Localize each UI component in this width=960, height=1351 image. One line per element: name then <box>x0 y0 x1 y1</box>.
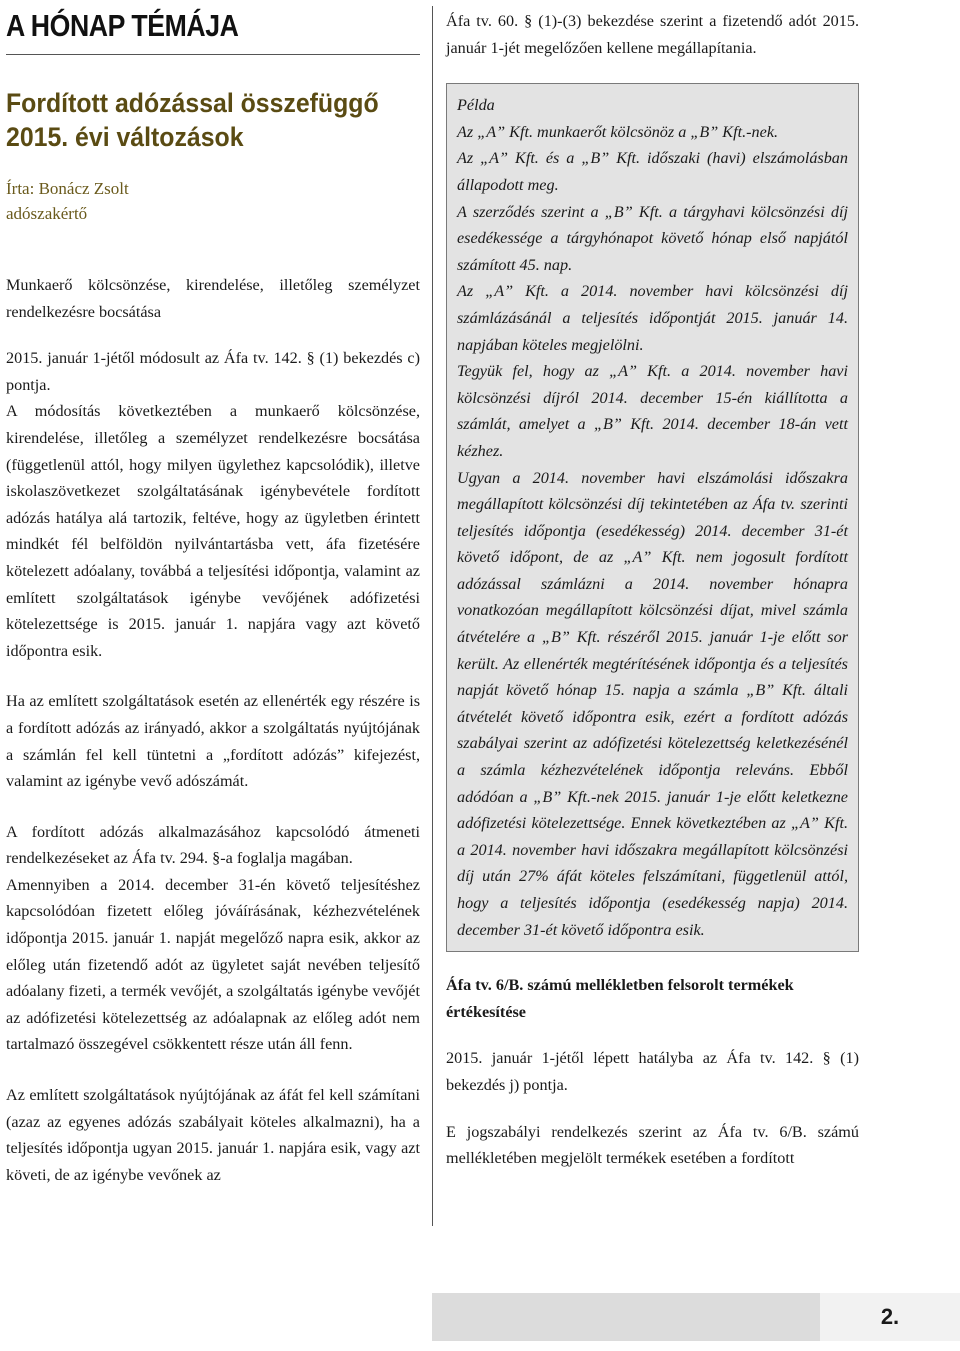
left-paragraph-2: A módosítás következtében a munkaerő kölcsönzése, kirendelése, illetőleg a személyzet rendelkezésre bocsátása (függetlenül attól, hogy milyen ügylethez kapcsolódik), illetve iskolaszövetkezet szolgáltatásának igénybevétele fordított adózás hatálya alá tartozik, feltéve, hogy az ügyletben érintett mindkét fél belföldön nyilvántartásba vett, áfa fizetésére kötelezett adóalany, továbbá a teljesítési időpontja, valamint az említett szolgáltatások igénybe vevőjének adófizetési kötelezettsége is 2015. január 1. napjára vagy azt követő időpontra esik. <box>6 402 420 660</box>
left-paragraph-5: Amennyiben a 2014. december 31-én követő teljesítéshez kapcsolódóan fizetett előleg jóváírásának, kézhezvételének időpontja 2015. január 1. napját megelőző napra esik, akkor az előleg után fizetendő adót az ügyletet saját nevében teljesítő adóalany fizeti, a termék vevőjét, a szolgáltatás igénybe vevőjét az adófizetési kötelezettség az adóalapnak az előleg adót nem tartalmazó összegével csökkentett része után áll fenn. <box>6 875 420 1054</box>
example-line-4: Az „A” Kft. a 2014. november havi kölcsönzési díj számlázásánál a teljesítés időpontját 2015. január 14. napjában köteles megjelölni. <box>457 282 848 354</box>
example-line-6: Ugyan a 2014. november havi elszámolási időszakra megállapított kölcsönzési díj tekintetében az Áfa tv. szerinti teljesítés időpontja (esedékesség) 2014. december 31-ét követő időpont, de az „A” Kft. nem jogosult fordított adózással számlázni a 2014. november hónapra vonatkozóan megállapított kölcsönzési díjat, mivel számla átvételére a „B” Kft. részéről 2015. január 1-je előtt sor került. Az ellenérték megtérítésének időpontja és a teljesítés napját követő hónap 15. napja a számla „B” Kft. általi átvételét követő időpontra esik, ezért a fordított adózás szabályai szerint az adófizetési kötelezettség keletkezésénél a számla kézhezvételének időpontja releváns. Ebből adódóan a „B” Kft.-nek 2015. január 1-je előtt keletkezne adófizetési kötelezettsége. Ennek következtében az „A” Kft. a 2014. november havi időszakra megállapított kölcsönzési díj után 27% áfát köteles felszámítani, függetlenül attól, hogy a teljesítés időpontja (esedékesség napja) 2014. december 31-ét követő időpontra esik. <box>457 468 848 939</box>
left-column <box>6 272 420 1188</box>
page-number: 2. <box>820 1293 960 1341</box>
author-role: adószakértő <box>6 204 88 223</box>
example-line-3: A szerződés szerint a „B” Kft. a tárgyhavi kölcsönzési díj esedékessége a tárgyhónapot követő hónap első napjától számított 45. nap. <box>457 202 848 274</box>
right-paragraph-b: E jogszabályi rendelkezés szerint az Áfa tv. 6/B. számú mellékletében megjelölt termékek esetében a fordított <box>446 1122 859 1168</box>
right-paragraph-top: Áfa tv. 60. § (1)-(3) bekezdése szerint a fizetendő adót 2015. január 1-jét megelőzően kellene megállapítania. <box>446 12 859 57</box>
author-line: Írta: Bonácz Zsolt <box>6 179 129 198</box>
section-label: A HÓNAP TÉMÁJA <box>6 8 239 43</box>
example-line-5: Tegyük fel, hogy az „A” Kft. a 2014. november havi kölcsönzési díjról 2014. december 15-én kiállította a számlát, amelyet a „B” Kft. 2014. december 18-án vett kézhez. <box>457 362 848 460</box>
left-paragraph-6: Az említett szolgáltatások nyújtójának az áfát fel kell számítani (azaz az egyenes adózás szabályait köteles alkalmazni), ha a teljesítés időpontja ugyan 2015. január 1. napjára esik, vagy azt követi, de az igénybe vevőnek az <box>6 1086 420 1184</box>
right-subheading: Áfa tv. 6/B. számú mellékletben felsorolt termékek értékesítése <box>446 976 794 1021</box>
left-paragraph-1: 2015. január 1-jétől módosult az Áfa tv. 142. § (1) bekezdés c) pontja. <box>6 349 420 394</box>
left-paragraph-3: Ha az említett szolgáltatások esetén az ellenérték egy részére is a fordított adózás az irányadó, akkor a szolgáltatás nyújtójának a számlán fel kell tüntetni a „fordított adózás” kifejezést, valamint az igénybe vevő adószámát. <box>6 692 420 791</box>
example-box <box>446 83 859 952</box>
author-block <box>6 176 129 226</box>
example-label: Példa <box>457 96 495 115</box>
left-subheading: Munkaerő kölcsönzése, kirendelése, illetőleg személyzet rendelkezésre bocsátása <box>6 276 420 321</box>
example-line-1: Az „A” Kft. munkaerőt kölcsönöz a „B” Kft.-nek. <box>457 122 779 141</box>
right-column <box>446 8 859 1172</box>
column-divider <box>432 6 433 1226</box>
footer-bar <box>432 1293 830 1341</box>
left-paragraph-4: A fordított adózás alkalmazásához kapcsolódó átmeneti rendelkezéseket az Áfa tv. 294. §-a foglalja magában. <box>6 822 420 868</box>
article-title: Fordított adózással összefüggő 2015. évi változások <box>6 88 379 152</box>
right-paragraph-a: 2015. január 1-jétől lépett hatályba az Áfa tv. 142. § (1) bekezdés j) pontja. <box>446 1049 859 1094</box>
example-line-2: Az „A” Kft. és a „B” Kft. időszaki (havi) elszámolásban állapodott meg. <box>457 149 848 194</box>
header-rule <box>6 54 420 55</box>
